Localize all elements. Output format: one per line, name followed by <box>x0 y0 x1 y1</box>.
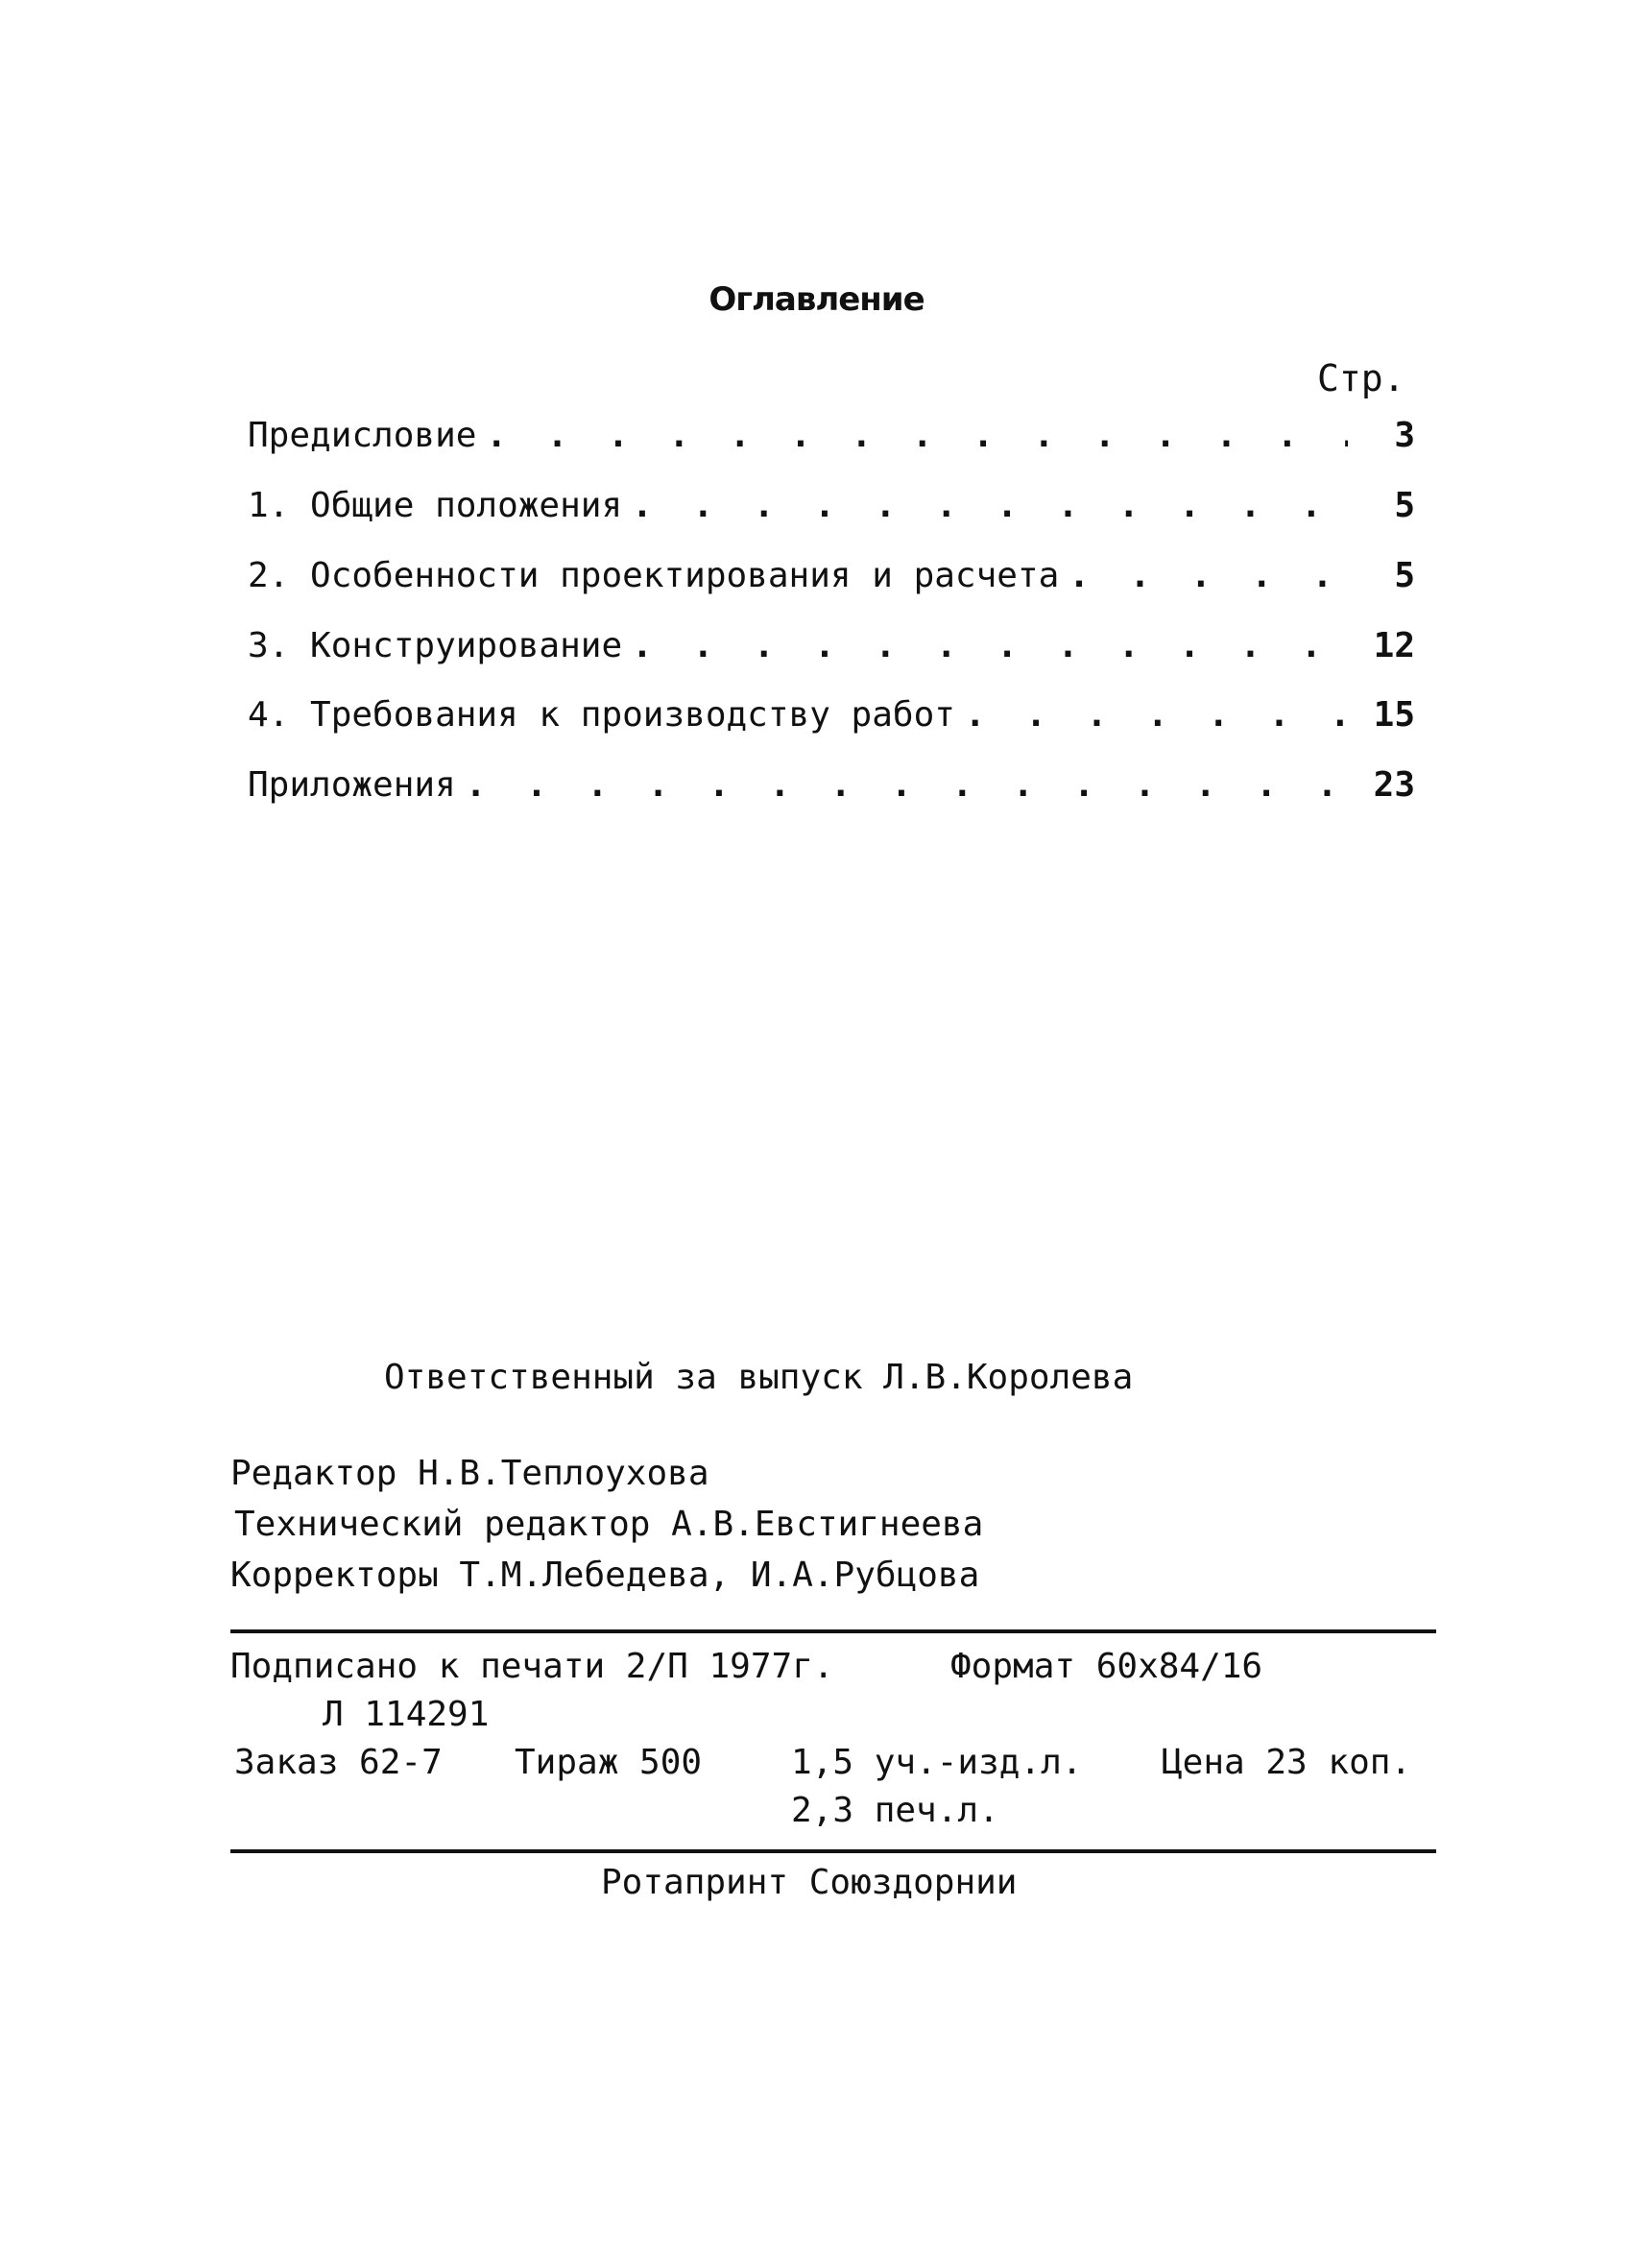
printed-sheets: 2,3 печ.л. <box>791 1791 999 1830</box>
divider-top <box>230 1629 1436 1633</box>
toc-item-page: 3 <box>1394 416 1415 455</box>
toc-item <box>248 617 1415 665</box>
paper-format: Формат 60х84/16 <box>950 1647 1263 1686</box>
dot-leader <box>965 695 1348 735</box>
toc-item <box>248 547 1415 595</box>
toc-item-label: Предисловие <box>248 416 477 455</box>
signed-for-print: Подписано к печати 2/П 1977г. <box>230 1647 834 1686</box>
dot-leader <box>632 626 1348 665</box>
license-number: Л 114291 <box>323 1695 490 1734</box>
editor-line: Редактор Н.В.Теплоухова <box>230 1454 709 1493</box>
toc-item <box>248 477 1415 525</box>
toc-item-label: 2. Особенности проектирования и расчета <box>248 556 1060 595</box>
toc-item <box>248 407 1415 455</box>
order-number: Заказ 62-7 <box>234 1743 443 1782</box>
toc-item-page: 5 <box>1394 556 1415 595</box>
price: Цена 23 коп. <box>1162 1743 1412 1782</box>
dot-leader <box>486 416 1348 455</box>
proofreaders-line: Корректоры Т.М.Лебедева, И.А.Рубцова <box>230 1556 980 1595</box>
toc-item-label: 3. Конструирование <box>248 626 623 665</box>
responsible-person: Ответственный за выпуск Л.В.Королева <box>384 1358 1134 1397</box>
dot-leader <box>632 486 1348 525</box>
dot-leader <box>466 765 1348 805</box>
toc-item-page: 5 <box>1394 486 1415 525</box>
print-run: Тираж 500 <box>515 1743 703 1782</box>
publishing-sheets: 1,5 уч.-изд.л. <box>791 1743 1083 1782</box>
toc-item-page: 23 <box>1373 765 1415 805</box>
dot-leader <box>1069 556 1348 595</box>
toc-item-page: 15 <box>1373 695 1415 735</box>
toc-item <box>248 687 1415 735</box>
printer-name: Ротапринт Союздорнии <box>601 1863 1018 1902</box>
toc-title: Оглавление <box>708 280 925 319</box>
toc-item-label: 1. Общие положения <box>248 486 623 525</box>
page-column-header: Стр. <box>1317 357 1405 399</box>
divider-bottom <box>230 1849 1436 1853</box>
toc-item <box>248 757 1415 805</box>
toc-item-label: Приложения <box>248 765 456 805</box>
tech-editor-line: Технический редактор А.В.Евстигнеева <box>234 1505 984 1544</box>
toc-item-label: 4. Требования к производству работ <box>248 695 955 735</box>
toc-item-page: 12 <box>1373 626 1415 665</box>
